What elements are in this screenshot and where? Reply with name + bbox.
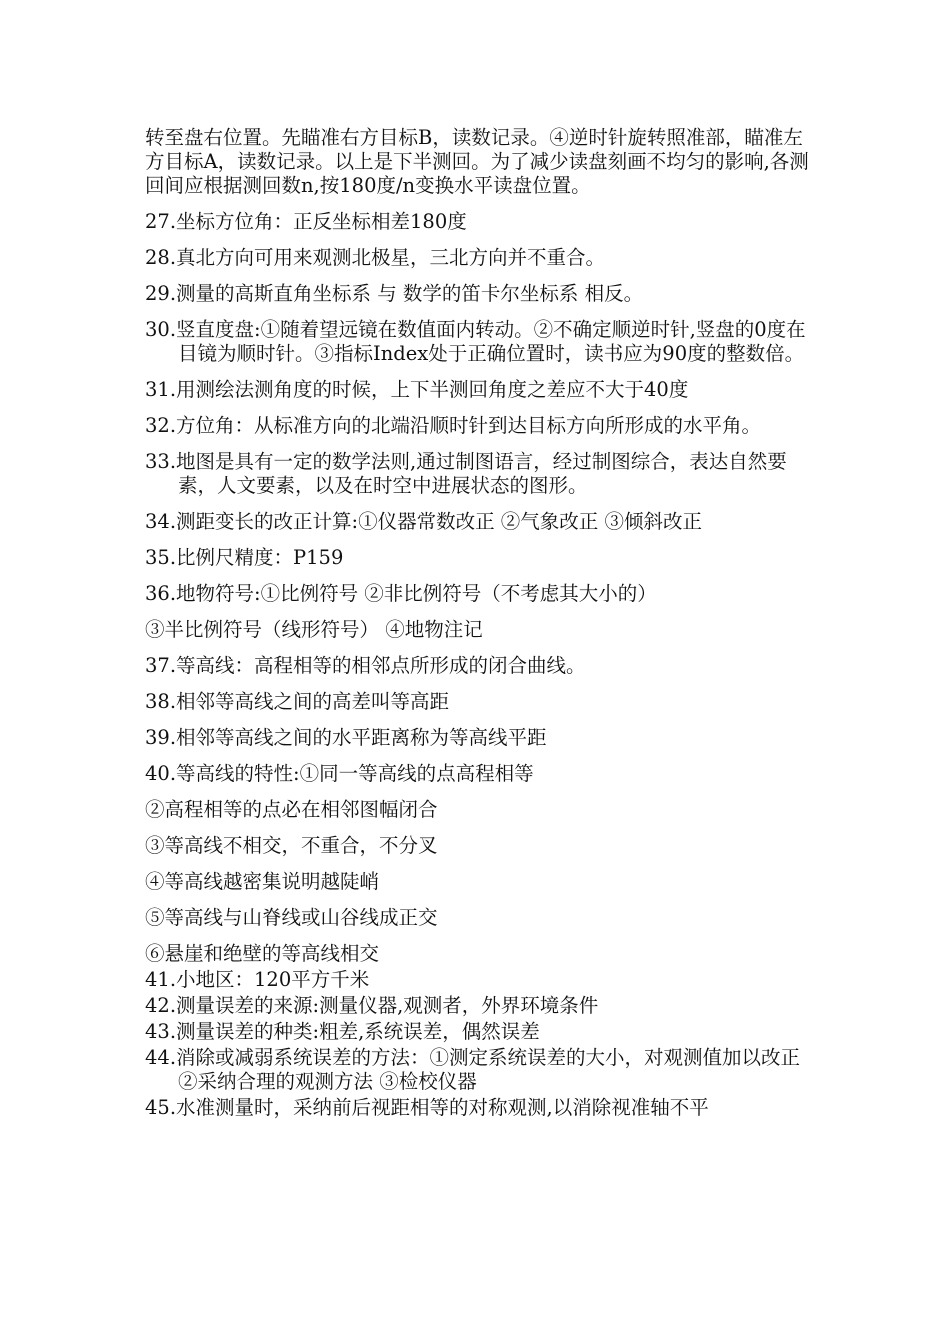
list-item-40-sub-3: ③等高线不相交，不重合，不分叉 — [145, 834, 438, 857]
list-item-40-sub-5: ⑤等高线与山脊线或山谷线成正交 — [145, 906, 438, 929]
list-item-36: 36.地物符号:①比例符号 ②非比例符号（不考虑其大小的） — [145, 582, 657, 605]
list-item-28: 28.真北方向可用来观测北极星，三北方向并不重合。 — [145, 246, 606, 269]
list-item-36-continued: ③半比例符号（线形符号） ④地物注记 — [145, 618, 483, 641]
list-item-41: 41.小地区：120平方千米 — [145, 968, 370, 991]
list-item-33: 33.地图是具有一定的数学法则,通过制图语言，经过制图综合，表达自然要素，人文要素，以及在时空中进展状态的图形。 — [145, 450, 787, 497]
list-item-38: 38.相邻等高线之间的高差叫等高距 — [145, 690, 450, 713]
list-item-34: 34.测距变长的改正计算:①仪器常数改正 ②气象改正 ③倾斜改正 — [145, 510, 702, 533]
list-item-31: 31.用测绘法测角度的时候，上下半测回角度之差应不大于40度 — [145, 378, 689, 401]
list-item-45: 45.水准测量时，采纳前后视距相等的对称观测,以消除视准轴不平 — [145, 1096, 709, 1119]
list-item-40-sub-6: ⑥悬崖和绝壁的等高线相交 — [145, 942, 380, 965]
list-item-44: 44.消除或减弱系统误差的方法：①测定系统误差的大小，对观测值加以改正 ②采纳合理的观测方法 ③检校仪器 — [145, 1046, 801, 1093]
list-item-40-sub-2: ②高程相等的点必在相邻图幅闭合 — [145, 798, 438, 821]
list-item-40: 40.等高线的特性:①同一等高线的点高程相等 — [145, 762, 534, 785]
list-item-43: 43.测量误差的种类:粗差,系统误差，偶然误差 — [145, 1020, 540, 1043]
list-item-39: 39.相邻等高线之间的水平距离称为等高线平距 — [145, 726, 547, 749]
list-item-29: 29.测量的高斯直角坐标系 与 数学的笛卡尔坐标系 相反。 — [145, 282, 644, 305]
list-item-42: 42.测量误差的来源:测量仪器,观测者，外界环境条件 — [145, 994, 599, 1017]
list-item-27: 27.坐标方位角：正反坐标相差180度 — [145, 210, 467, 233]
list-item-35: 35.比例尺精度：P159 — [145, 546, 344, 569]
paragraph-continued: 转至盘右位置。先瞄准右方目标B，读数记录。④逆时针旋转照准部，瞄准左方目标A，读数记录。以上是下半测回。为了减少读盘刻画不均匀的影响,各测回间应根据测回数n,按180度/n变换水平读盘位置。 — [145, 126, 809, 197]
list-item-32: 32.方位角：从标准方向的北端沿顺时针到达目标方向所形成的水平角。 — [145, 414, 762, 437]
list-item-40-sub-4: ④等高线越密集说明越陡峭 — [145, 870, 380, 893]
document-body — [145, 126, 817, 1122]
list-item-30: 30.竖直度盘:①随着望远镜在数值面内转动。②不确定顺逆时针,竖盘的0度在目镜为顺时针。③指标Index处于正确位置时，读书应为90度的整数倍。 — [145, 318, 806, 365]
list-item-37: 37.等高线：高程相等的相邻点所形成的闭合曲线。 — [145, 654, 586, 677]
